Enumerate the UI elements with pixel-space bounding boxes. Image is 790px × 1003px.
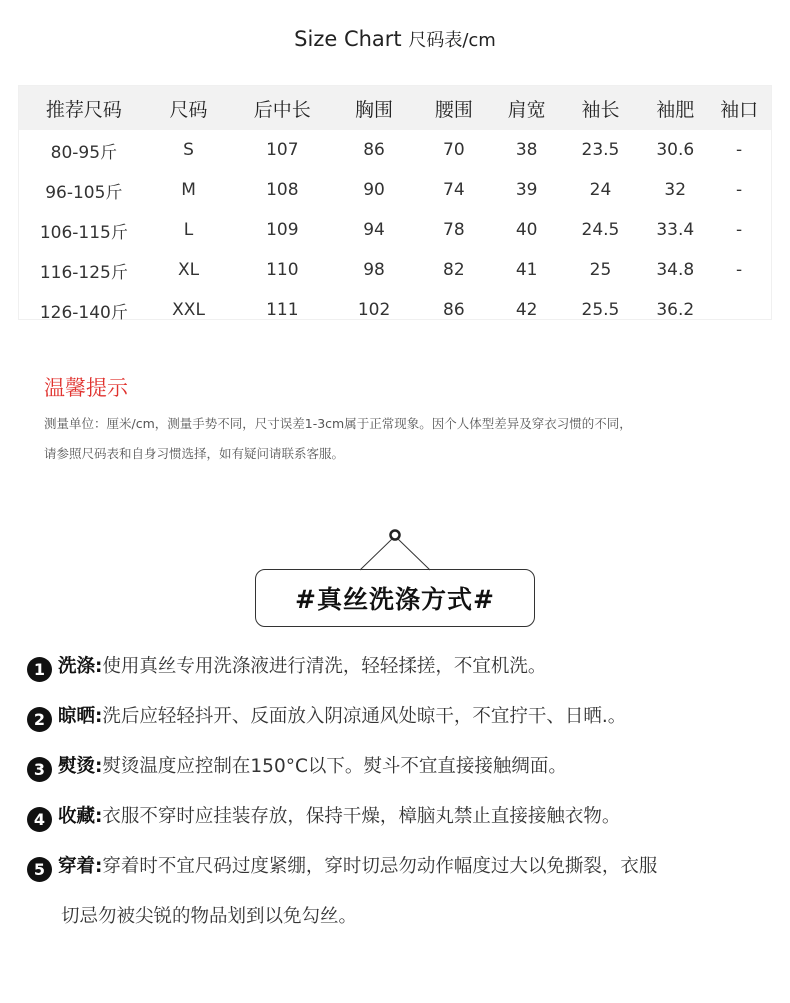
table-cell: 108 bbox=[266, 180, 299, 200]
table-cell: - bbox=[736, 140, 743, 160]
table-cell: 23.5 bbox=[581, 140, 620, 160]
wash-item-text: 衣服不穿时应挂装存放，保持干燥，樟脑丸禁止直接接触衣物。 bbox=[102, 806, 621, 827]
wash-item-text: 熨烫温度应控制在150°C以下。熨斗不宜直接接触绸面。 bbox=[102, 756, 567, 777]
table-row bbox=[19, 130, 771, 170]
table-cell: XL bbox=[177, 260, 200, 280]
table-cell: 102 bbox=[357, 300, 391, 320]
tips-text-line-2: 请参照尺码表和自身习惯选择，如有疑问请联系客服。 bbox=[44, 446, 345, 461]
wash-method-title bbox=[255, 569, 535, 627]
tips-title: 温馨提示 bbox=[44, 376, 128, 400]
table-row bbox=[19, 250, 771, 290]
wash-item-wearing bbox=[27, 842, 767, 942]
table-cell: 82 bbox=[443, 260, 465, 280]
table-row bbox=[19, 170, 771, 210]
number-5-icon: 5 bbox=[27, 857, 52, 882]
table-cell: 40 bbox=[515, 220, 538, 240]
table-cell: M bbox=[181, 180, 196, 200]
size-chart-title-sub: 尺码表/cm bbox=[408, 30, 496, 51]
table-cell: 106-115斤 bbox=[39, 222, 128, 243]
number-1-icon: 1 bbox=[27, 657, 52, 682]
table-cell: 42 bbox=[515, 300, 538, 320]
table-cell: 78 bbox=[443, 220, 465, 240]
table-cell: XXL bbox=[172, 300, 205, 320]
wash-item-text: 洗后应轻轻抖开、反面放入阴凉通风处晾干，不宜拧干、日晒.。 bbox=[102, 706, 627, 727]
table-cell: 39 bbox=[515, 180, 538, 200]
hanger-icon bbox=[355, 528, 435, 572]
header-sleeve-length: 袖长 bbox=[581, 98, 620, 121]
number-4-icon: 4 bbox=[27, 807, 52, 832]
header-back-length: 后中长 bbox=[253, 98, 311, 121]
size-table-header bbox=[19, 86, 771, 130]
table-cell: 41 bbox=[515, 260, 538, 280]
header-bust: 胸围 bbox=[355, 98, 394, 121]
table-cell: 86 bbox=[443, 300, 465, 320]
header-size: 尺码 bbox=[169, 98, 208, 121]
size-table bbox=[18, 85, 772, 323]
wash-item-text: 使用真丝专用洗涤液进行清洗，轻轻揉搓，不宜机洗。 bbox=[102, 656, 547, 677]
table-cell: 80-95斤 bbox=[50, 142, 118, 163]
table-cell: 32 bbox=[664, 180, 687, 200]
wash-item-text-continued: 切忌勿被尖锐的物品划到以免勾丝。 bbox=[61, 906, 358, 927]
table-cell: 90 bbox=[363, 180, 385, 200]
table-cell: 25 bbox=[589, 260, 612, 280]
header-waist: 腰围 bbox=[434, 98, 473, 121]
table-cell: 109 bbox=[266, 220, 299, 240]
table-cell: S bbox=[183, 140, 194, 160]
header-recommended-size: 推荐尺码 bbox=[45, 98, 122, 121]
table-cell: 38 bbox=[515, 140, 538, 160]
size-chart-title bbox=[0, 26, 790, 52]
table-cell: 126-140斤 bbox=[39, 302, 128, 323]
table-cell: 25.5 bbox=[581, 300, 620, 320]
table-cell: L bbox=[183, 220, 194, 240]
wash-item-label: 收藏: bbox=[58, 806, 103, 827]
table-cell: 24.5 bbox=[581, 220, 620, 240]
table-cell: 70 bbox=[443, 140, 465, 160]
table-cell: 96-105斤 bbox=[45, 182, 123, 203]
table-cell: 94 bbox=[363, 220, 385, 240]
wash-item-label: 熨烫: bbox=[58, 756, 103, 777]
wash-item-ironing bbox=[27, 742, 767, 792]
wash-item-label: 洗涤: bbox=[58, 656, 103, 677]
tips-text-line-1: 测量单位：厘米/cm，测量手势不同，尺寸误差1-3cm属于正常现象。因个人体型差异及穿衣习惯的不同， bbox=[44, 416, 632, 431]
table-cell: 34.8 bbox=[656, 260, 695, 280]
wash-item-storage bbox=[27, 792, 767, 842]
number-2-icon: 2 bbox=[27, 707, 52, 732]
table-row bbox=[19, 290, 771, 330]
table-cell: - bbox=[736, 260, 743, 280]
table-cell: 86 bbox=[363, 140, 385, 160]
table-cell: 24 bbox=[589, 180, 612, 200]
table-cell: - bbox=[736, 180, 743, 200]
header-shoulder: 肩宽 bbox=[507, 98, 546, 121]
number-3-icon: 3 bbox=[27, 757, 52, 782]
table-cell: 98 bbox=[363, 260, 385, 280]
table-cell: 74 bbox=[443, 180, 465, 200]
wash-item-label: 晾晒: bbox=[58, 706, 103, 727]
table-cell: 36.2 bbox=[656, 300, 695, 320]
wash-item-label: 穿着: bbox=[58, 856, 103, 877]
table-cell: 107 bbox=[266, 140, 299, 160]
wash-item-text: 穿着时不宜尺码过度紧绷，穿时切忌勿动作幅度过大以免撕裂，衣服 bbox=[102, 856, 658, 877]
wash-item-washing bbox=[27, 642, 767, 692]
table-cell: - bbox=[736, 220, 743, 240]
table-cell: 111 bbox=[266, 300, 299, 320]
header-cuff: 袖口 bbox=[720, 98, 759, 121]
table-cell: 110 bbox=[266, 260, 299, 280]
header-sleeve-width: 袖肥 bbox=[656, 98, 695, 121]
table-row bbox=[19, 210, 771, 250]
wash-method-title-text: #真丝洗涤方式# bbox=[295, 585, 495, 614]
table-cell: 33.4 bbox=[656, 220, 695, 240]
table-cell: 30.6 bbox=[656, 140, 695, 160]
size-chart-title-main: Size Chart bbox=[294, 27, 402, 51]
table-cell: 116-125斤 bbox=[39, 262, 128, 283]
wash-item-drying bbox=[27, 692, 767, 742]
